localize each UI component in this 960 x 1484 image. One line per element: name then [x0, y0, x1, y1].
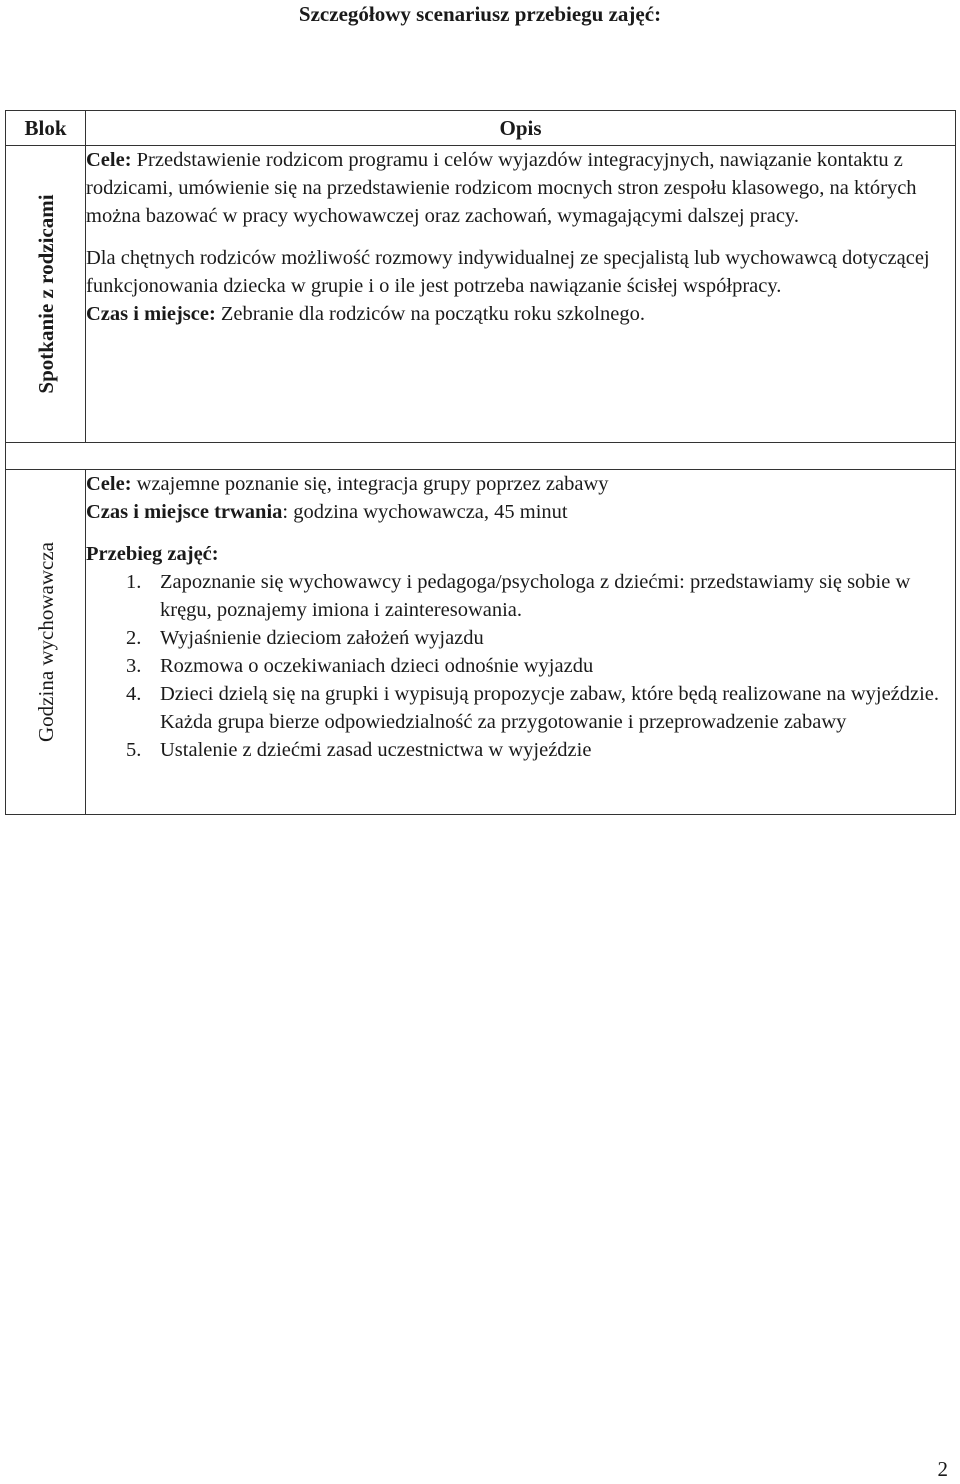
block-description: [86, 470, 956, 815]
list-item: 5. Ustalenie z dziećmi zasad uczestnictwa w wyjeździe: [126, 739, 592, 761]
time-place-text: : godzina wychowawcza, 45 minut: [282, 501, 568, 523]
spacer-cell: [6, 443, 956, 470]
block-label: Godzina wychowawcza: [33, 542, 58, 742]
goals-paragraph: [86, 470, 955, 498]
time-place-text: Zebranie dla rodziców na początku roku szkolnego.: [215, 303, 645, 325]
time-place-paragraph: [86, 300, 955, 328]
goals-label: Cele:: [86, 149, 132, 171]
document-title: Szczegółowy scenariusz przebiegu zajęć:: [298, 2, 662, 26]
time-place-paragraph: [86, 498, 955, 526]
course-label: Przebieg zajęć:: [86, 543, 219, 565]
list-item: 2. Wyjaśnienie dzieciom założeń wyjazdu: [126, 627, 484, 649]
table-header-row: [6, 111, 956, 146]
scenario-table: [5, 110, 956, 815]
time-place-label: Czas i miejsce:: [86, 303, 216, 325]
header-opis: Opis: [86, 111, 956, 146]
steps-list: [86, 568, 955, 764]
page-number: 2: [937, 1457, 948, 1481]
block-label-cell: [6, 146, 86, 443]
goals-paragraph: [86, 146, 955, 230]
goals-label: Cele:: [86, 473, 132, 495]
goals-text: Przedstawienie rodzicom programu i celów wyjazdów integracyjnych, nawiązanie kontaktu z rodzicami, umówienie się na przedstawienie rodzicom mocnych stron zespołu klasowego, na których można bazować w pracy wychowawczej oraz zachowań, wymagającymi dalszej pracy.: [86, 149, 917, 227]
block-label: Spotkanie z rodzicami: [33, 194, 58, 394]
time-place-label: Czas i miejsce trwania: [86, 501, 283, 523]
table-row: [6, 470, 956, 815]
table-row: [6, 146, 956, 443]
goals-text: wzajemne poznanie się, integracja grupy poprzez zabawy: [131, 473, 609, 495]
block-label-cell: [6, 470, 86, 815]
spacer-row: [6, 443, 956, 470]
block-description: [86, 146, 956, 443]
list-item: 1. Zapoznanie się wychowawcy i pedagoga/psychologa z dziećmi: przedstawiamy się sobie w kręgu, poznajemy imiona i zainteresowania.: [126, 571, 911, 621]
list-item: 4. Dzieci dzielą się na grupki i wypisują propozycje zabaw, które będą realizowane na wyjeździe. Każda grupa bierze odpowiedzialność za przygotowanie i przeprowadzenie zabawy: [126, 683, 940, 733]
header-blok: Blok: [6, 111, 86, 146]
list-item: 3. Rozmowa o oczekiwaniach dzieci odnośnie wyjazdu: [126, 655, 594, 677]
individual-talk-paragraph: Dla chętnych rodziców możliwość rozmowy indywidualnej ze specjalistą lub wychowawcą dotyczącej funkcjonowania dziecka w grupie i o ile jest potrzeba nawiązanie ścisłej współpracy.: [86, 247, 930, 297]
